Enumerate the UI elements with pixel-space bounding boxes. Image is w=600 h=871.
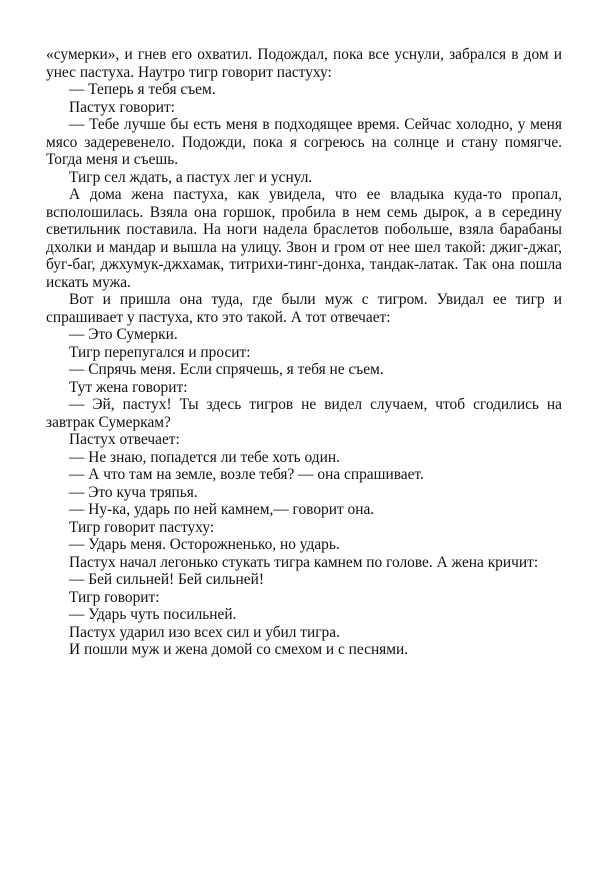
paragraph: «сумерки», и гнев его охватил. Подождал, пока все уснули, забрался в дом и унес пастуха. Наутро тигр говорит пастуху: [46, 46, 562, 81]
page-text [46, 46, 562, 659]
paragraph: Пастух говорит: [69, 98, 175, 116]
paragraph: Тут жена говорит: [69, 378, 188, 396]
paragraph: Тигр говорит: [69, 588, 160, 606]
paragraph: — Ударь чуть посильней. [69, 606, 237, 623]
paragraph: Вот и пришла она туда, где были муж с тигром. Увидал ее тигр и спрашивает у пастуха, кто это такой. А тот отвечает: [46, 291, 562, 326]
paragraph: — Бей сильней! Бей сильней! [69, 571, 264, 588]
paragraph: — А что там на земле, возле тебя? — она спрашивает. [69, 466, 424, 483]
paragraph: Тигр перепугался и просит: [69, 343, 251, 361]
paragraph: — Спрячь меня. Если спрячешь, я тебя не съем. [69, 361, 384, 378]
paragraph: — Ну-ка, ударь по ней камнем,— говорит она. [69, 501, 375, 518]
paragraph: А дома жена пастуха, как увидела, что ее владыка куда-то пропал, всполошилась. Взяла она горшок, пробила в нем семь дырок, а в середину светильник поставила. На ноги надела браслетов побольше, взяла барабаны дхолки и мандар и вышла на улицу. Звон и гром от нее шел такой: джиг-джаг, буг-баг, джхумук-джхамак, титрихи-тинг-донха, тандак-латак. Так она пошла искать мужа. [46, 186, 562, 291]
paragraph: — Теперь я тебя съем. [69, 81, 216, 98]
paragraph: Тигр говорит пастуху: [69, 518, 215, 536]
paragraph: Пастух начал легонько стукать тигра камнем по голове. А жена кричит: [69, 553, 539, 571]
paragraph: — Не знаю, попадется ли тебе хоть один. [69, 448, 340, 466]
paragraph: — Тебе лучше бы есть меня в подходящее время. Сейчас холодно, у меня мясо задеревенело. Подожди, пока я согреюсь на солнце и стану помягче. Тогда меня и съешь. [46, 116, 562, 168]
paragraph: — Это Сумерки. [69, 326, 178, 343]
paragraph: И пошли муж и жена домой со смехом и с песнями. [69, 641, 409, 658]
paragraph: Пастух отвечает: [69, 431, 180, 448]
paragraph: — Эй, пастух! Ты здесь тигров не видел случаем, чтоб сгодились на завтрак Сумеркам? [46, 396, 562, 431]
paragraph: Тигр сел ждать, а пастух лег и уснул. [69, 168, 313, 186]
paragraph: — Это куча тряпья. [69, 483, 198, 501]
paragraph: — Ударь меня. Осторожненько, но ударь. [69, 536, 340, 553]
paragraph: Пастух ударил изо всех сил и убил тигра. [69, 623, 340, 641]
